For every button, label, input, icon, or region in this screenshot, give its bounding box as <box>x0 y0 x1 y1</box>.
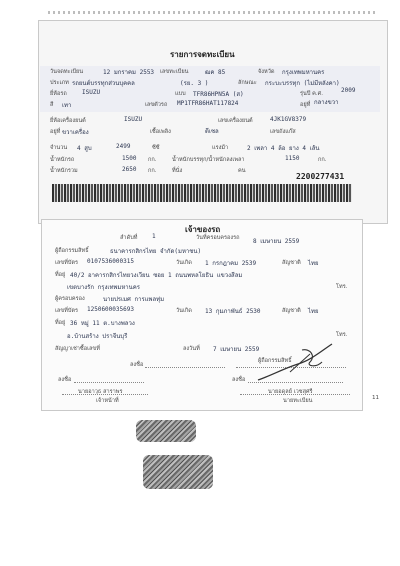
location-value: กลางขวา <box>314 99 339 106</box>
type-value: รถยนต์บรรทุกส่วนบุคคล <box>72 80 135 87</box>
side-number: 11 <box>372 395 380 401</box>
nation2-label: สัญชาติ <box>282 308 301 314</box>
id-label: เลขที่บัตร <box>55 260 79 266</box>
color-label: สี <box>50 102 54 108</box>
officer-line <box>62 394 148 395</box>
barcode-number: 2200277431 <box>296 172 345 181</box>
engine-brand-label: ยี่ห้อเครื่องยนต์ <box>50 118 86 124</box>
seq-value: 1 <box>152 233 156 240</box>
year-value: 2009 <box>341 87 356 94</box>
thumbprint-bottom <box>143 455 213 489</box>
sig3-line <box>248 382 343 383</box>
chassis-value: MP1TFR86HAT117824 <box>177 100 239 107</box>
sig1-label: ลงชื่อ <box>130 362 144 368</box>
tank-label: เลขถังแก๊ส <box>270 129 296 135</box>
engine-no-label: เลขเครื่องยนต์ <box>218 118 253 124</box>
addr3-value: 36 หมู่ 11 ต.บางพลวง <box>70 320 135 327</box>
cc-value: 2499 <box>116 143 131 150</box>
own-date-value: 8 เมษายน 2559 <box>253 238 300 245</box>
reg-no-value: ฒค 85 <box>205 69 226 76</box>
tel-label: โทร. <box>336 284 348 290</box>
own-date-label: วันที่ครอบครองรถ <box>196 235 240 241</box>
birth2-label: วันเกิด <box>176 308 192 314</box>
weight-label: น้ำหนักรถ <box>50 157 75 163</box>
birth-label: วันเกิด <box>176 260 192 266</box>
model-value: TFR86HPN5A (ส) <box>193 91 244 98</box>
possessor-label: ผู้ครอบครอง <box>55 296 85 302</box>
weight-unit: กก. <box>148 157 157 163</box>
province-value: กรุงเทพมหานคร <box>282 69 325 76</box>
tel2-label: โทร. <box>336 332 348 338</box>
id2-value: 1250600035693 <box>87 306 134 313</box>
officer-role: เจ้าหน้าที่ <box>96 398 119 404</box>
contract-date-value: 7 เมษายน 2559 <box>213 346 260 353</box>
registrar-line <box>240 394 350 395</box>
location-label: อยู่ที่ <box>300 102 311 108</box>
chassis-label: เลขตัวรถ <box>145 102 168 108</box>
nation-value: ไทย <box>308 260 319 267</box>
addr3-label: ที่อยู่ <box>55 320 66 326</box>
engine-no-value: 4JK1GV8379 <box>270 116 307 123</box>
registration-title: รายการจดทะเบียน <box>170 50 235 59</box>
seat-unit: คน <box>238 168 246 174</box>
registrar-name: นายอดุลย์ เวชสุศรี <box>268 389 313 395</box>
province-label: จังหวัด <box>258 69 275 75</box>
sig1-line <box>145 367 225 368</box>
addr-label: ที่อยู่ <box>55 272 66 278</box>
class-value: (รย. 3 ) <box>180 80 209 87</box>
id-value: 0107536000315 <box>87 258 134 265</box>
engine-brand-value: ISUZU <box>124 116 143 123</box>
id2-label: เลขที่บัตร <box>55 308 79 314</box>
model-label: แบบ <box>175 91 186 97</box>
security-pattern-top <box>48 11 378 14</box>
gross-value: 2650 <box>122 166 137 173</box>
addr4-value: อ.บ้านสร้าง ปราจีนบุรี <box>67 333 128 340</box>
color-value: เทา <box>62 102 72 109</box>
brand-value: ISUZU <box>82 89 101 96</box>
nation2-value: ไทย <box>308 308 319 315</box>
owner-title: เจ้าของรถ <box>185 225 221 234</box>
axle-value: 2 เพลา 4 ล้อ ยาง 4 เส้น <box>247 145 320 152</box>
reg-no-label: เลขทะเบียน <box>160 69 189 75</box>
load-label: น้ำหนักบรรทุก/น้ำหนักลงเพลา <box>172 157 245 163</box>
birth-value: 1 กรกฎาคม 2539 <box>205 260 257 267</box>
sig2-line <box>74 382 144 383</box>
registrar-role: นายทะเบียน <box>283 398 313 404</box>
seat-label: ที่นั่ง <box>172 168 183 174</box>
qty-label: จำนวน <box>50 145 68 151</box>
sig3-label: ลงชื่อ <box>232 377 246 383</box>
hp-label: แรงม้า <box>212 145 229 151</box>
officer-name: นายอาวุธ สาราพร <box>78 389 123 395</box>
sig2-label: ลงชื่อ <box>58 377 72 383</box>
brand-label: ยี่ห้อรถ <box>50 91 67 97</box>
fuel-label: เชื้อเพลิง <box>150 129 171 135</box>
reg-date-value: 12 มกราคม 2553 <box>103 69 155 76</box>
gross-unit: กก. <box>148 168 157 174</box>
engine-loc-label: อยู่ที่ <box>50 129 61 135</box>
contract-date-label: ลงวันที่ <box>183 346 200 352</box>
holder-label: ผู้ถือกรรมสิทธิ์ <box>55 248 89 254</box>
possessor-value: นายปรเมศ การแพลทุ่ม <box>103 296 165 303</box>
cc-unit: ซีซี <box>152 145 160 151</box>
body-value: กระบะบรรทุก (ไม่มีหลังคา) <box>265 80 340 87</box>
contract-label: สัญญาเช่าซื้อเลขที่ <box>55 346 100 352</box>
holder-value: ธนาคารกสิกรไทย จำกัด(มหาชน) <box>110 248 202 255</box>
reg-date-label: วันจดทะเบียน <box>50 69 84 75</box>
engine-loc-value: ขวาเครื่อง <box>62 129 89 136</box>
addr-value: 40/2 อาคารกสิกรไทยวงเวียน ซอย 1 ถนนพหลโยธิน แขวงสีลม <box>70 272 243 279</box>
handwritten-signature <box>250 338 340 388</box>
weight-value: 1500 <box>122 155 137 162</box>
addr2-value: เขตบางรัก กรุงเทพมหานคร <box>67 284 140 291</box>
birth2-value: 13 กุมภาพันธ์ 2530 <box>205 308 261 315</box>
body-label: ลักษณะ <box>238 80 257 86</box>
seq-label: ลำดับที่ <box>120 235 138 241</box>
sig-right-label: ผู้ถือกรรมสิทธิ์ <box>258 358 292 364</box>
load-value: 1150 <box>285 155 300 162</box>
type-label: ประเภท <box>50 80 69 86</box>
security-strip <box>52 184 352 202</box>
fuel-value: ดีเซล <box>205 128 219 135</box>
year-label: รุ่นปี ค.ศ. <box>300 91 324 97</box>
thumbprint-top <box>136 420 196 442</box>
load-unit: กก. <box>318 157 327 163</box>
gross-label: น้ำหนักรวม <box>50 168 78 174</box>
cyl-value: 4 สูบ <box>77 145 92 152</box>
nation-label: สัญชาติ <box>282 260 301 266</box>
